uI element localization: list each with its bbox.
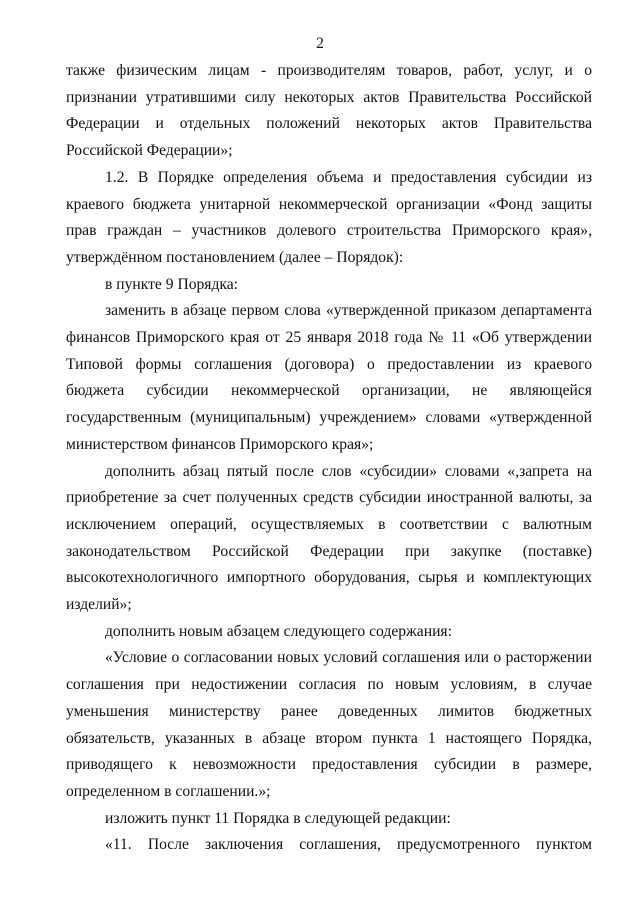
paragraph-continuation: также физическим лицам - производителям товаров, работ, услуг, и о признании утратившими силу некоторых актов Правительства Российской Федерации и отдельных положений некоторых актов Правительства Российской Федерации»; (66, 62, 592, 160)
paragraph-add-new: дополнить новым абзацем следующего содержания: (105, 622, 452, 640)
document-body (66, 58, 592, 859)
paragraph-add-to-fifth: дополнить абзац пятый после слов «субсидии» словами «,запрета на приобретение за счет полученных средств субсидии иностранной валюты, за исключением операций, осуществляемых в соответствии с валютным законодательством Российской Федерации при закупке (поставке) высокотехнологичного импортного оборудования, сырья и комплектующих изделий»; (66, 462, 592, 614)
paragraph-condition-quote: «Условие о согласовании новых условий соглашения или о расторжении соглашения при недостижении согласия по новым условиям, в случае уменьшения министерству ранее доведенных лимитов бюджетных обязательств, указанных в абзаце втором пункта 1 настоящего Порядка, приводящего к невозможности предоставления субсидии в размере, определенном в соглашении.»; (66, 649, 592, 800)
paragraph-replace-words: заменить в абзаце первом слова «утвержденной приказом департамента финансов Приморского края от 25 января 2018 года № 11 «Об утверждении Типовой формы соглашения (договора) о предоставлении из краевого бюджета субсидии некоммерческой организации, не являющейся государственным (муниципальным) учреждением» словами «утвержденной министерством финансов Приморского края»; (66, 302, 592, 453)
paragraph-item-1-2: 1.2. В Порядке определения объема и предоставления субсидии из краевого бюджета унитарной некоммерческой организации «Фонд защиты прав граждан – участников долевого строительства Приморского края», утверждённом постановлением (далее – Порядок): (66, 168, 592, 266)
paragraph-item-11-start: «11. После заключения соглашения, предусмотренного пунктом (105, 836, 592, 854)
paragraph-point-11: изложить пункт 11 Порядка в следующей редакции: (105, 809, 451, 827)
page-number: 2 (316, 35, 324, 52)
paragraph-point-9: в пункте 9 Порядка: (105, 275, 239, 293)
